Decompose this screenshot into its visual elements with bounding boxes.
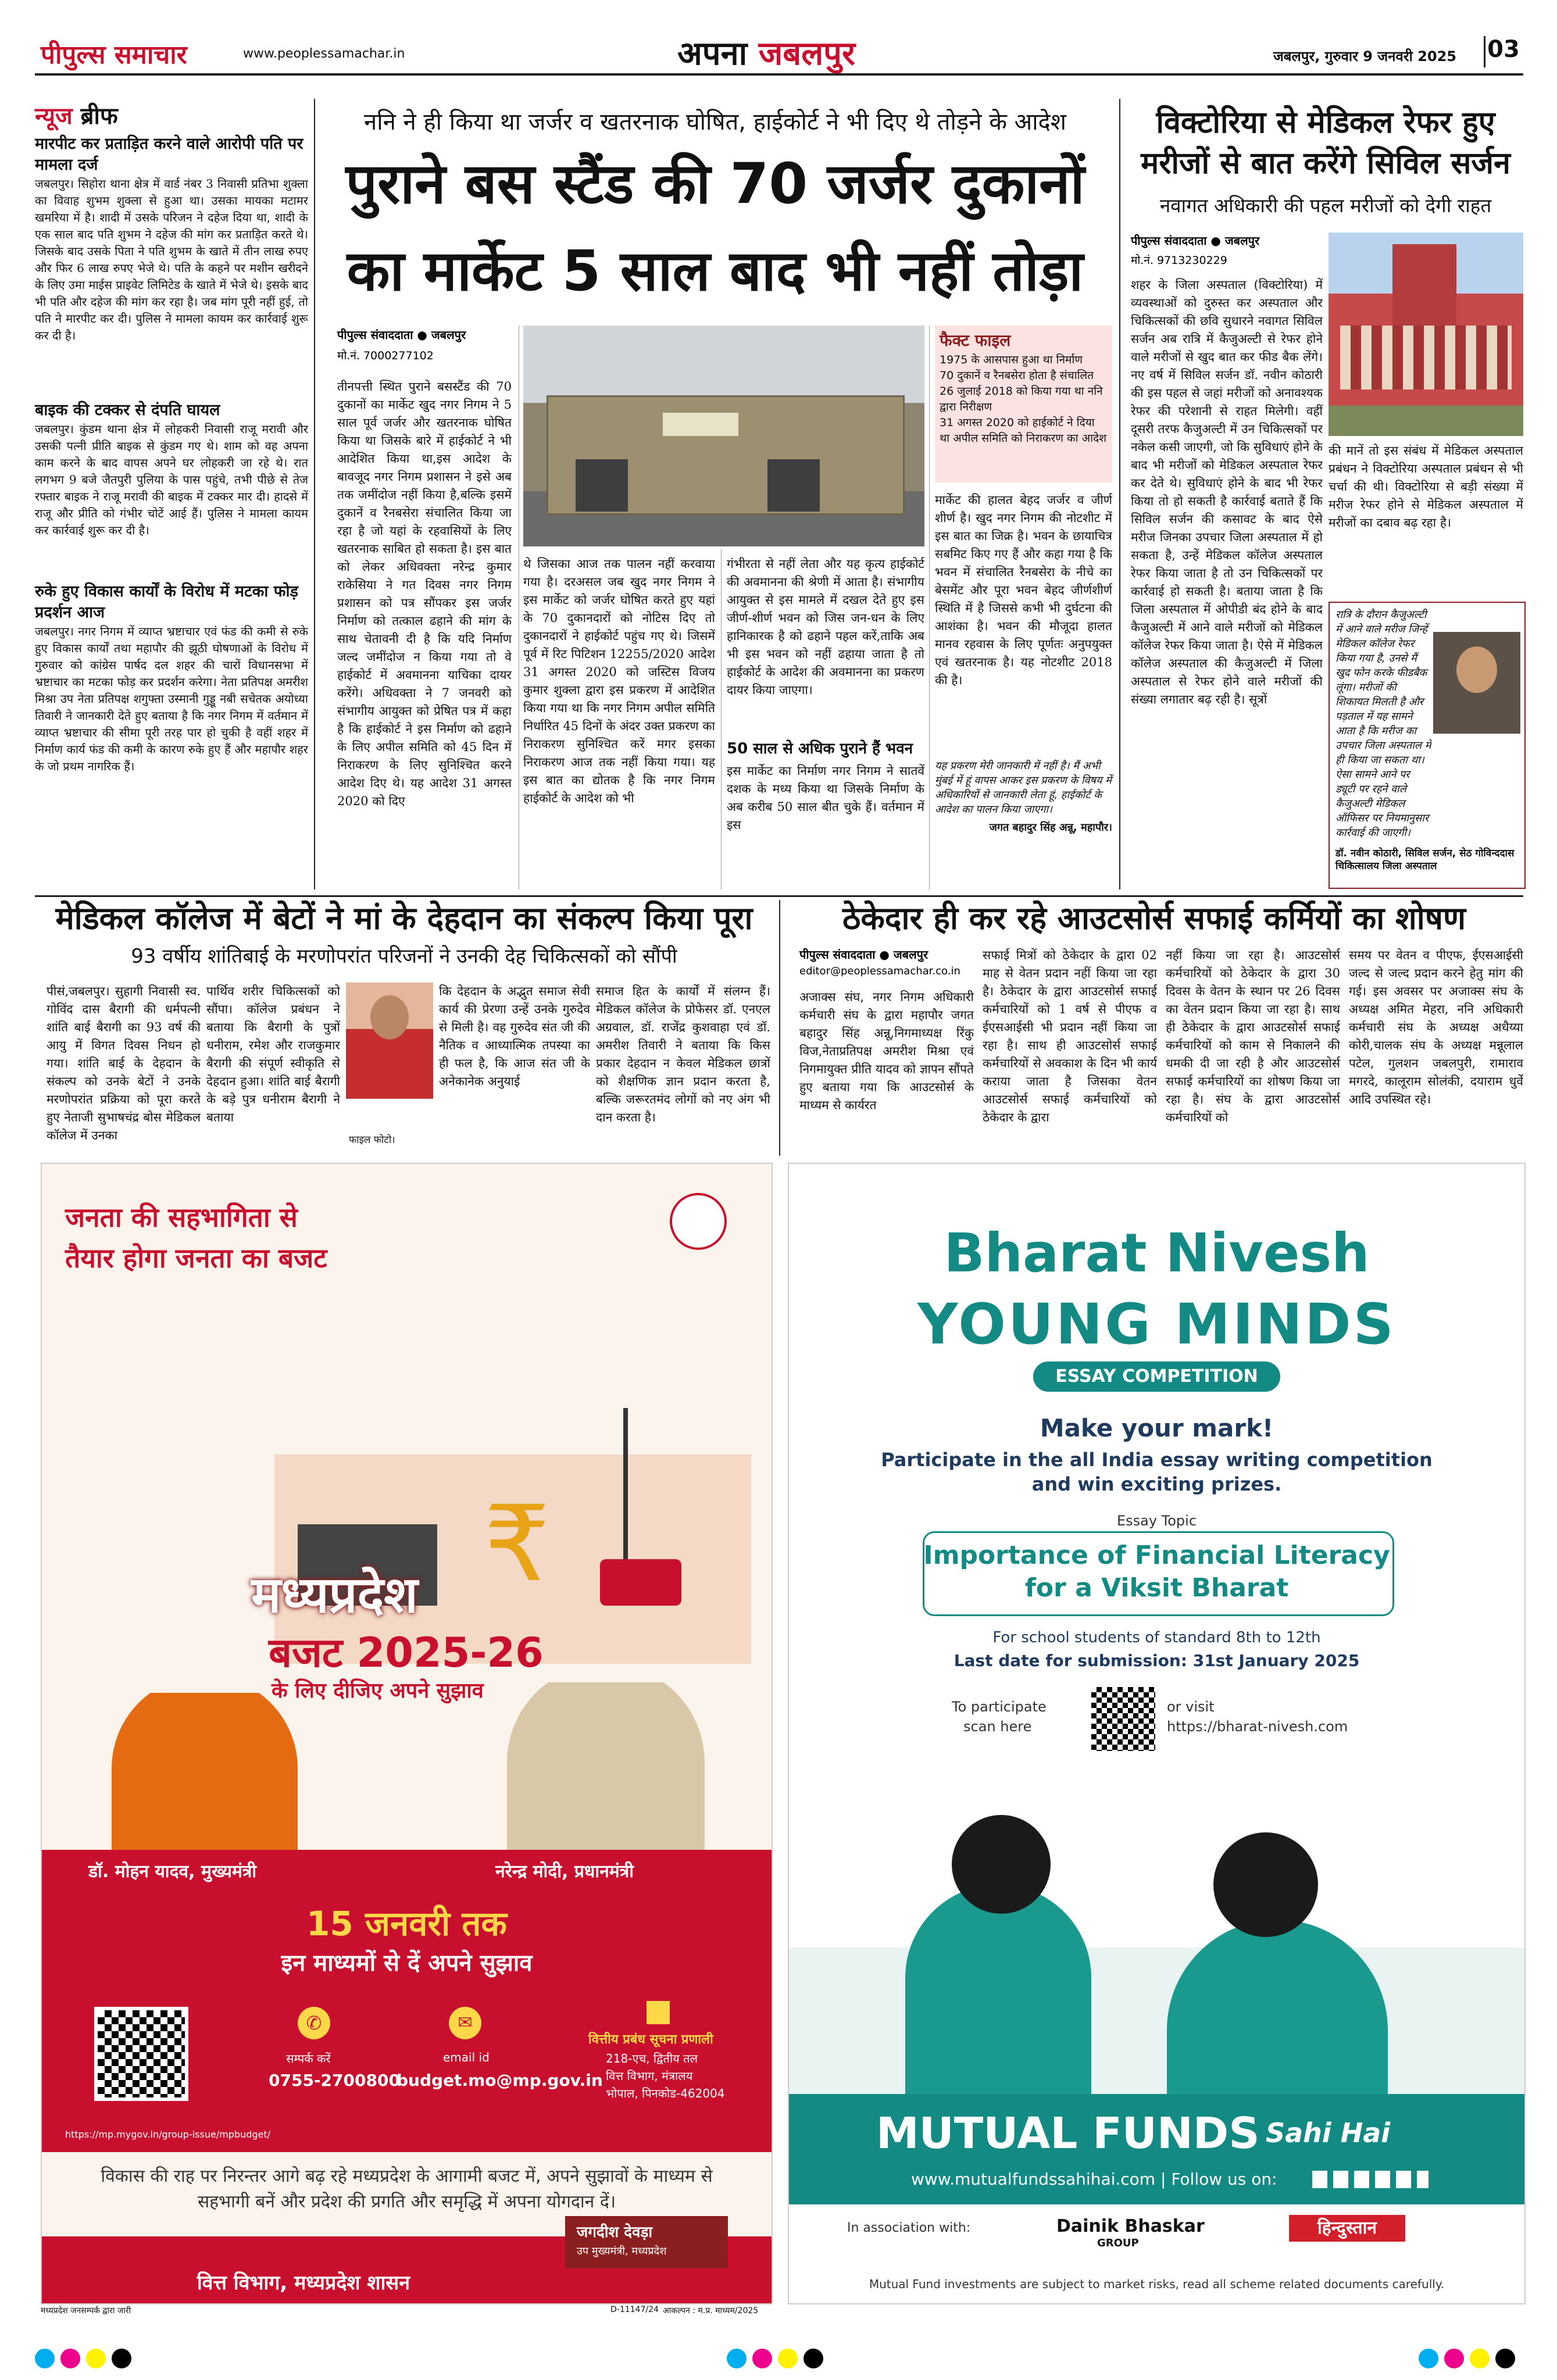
shutter-1 xyxy=(576,459,628,512)
ad-call-label: सम्पर्क करें xyxy=(286,2052,331,2065)
bn-or-visit: or visit xyxy=(1167,1699,1215,1715)
dehdan-deck: 93 वर्षीय शांतिबाई के मरणोपरांत परिजनों ने उनकी देह चिकित्सकों को सौंपी xyxy=(131,945,677,968)
yellow-dot xyxy=(86,2349,106,2368)
fact-3: 26 जुलाई 2018 को किया गया था ननि द्वारा निरीक्षण xyxy=(940,385,1103,413)
bn-db: Dainik Bhaskar xyxy=(1056,2216,1205,2236)
cyan-dot xyxy=(35,2349,55,2368)
civil-surgeon-box xyxy=(1329,602,1526,889)
phone-icon: ✆ xyxy=(298,2007,330,2039)
fact-4: 31 अगस्त 2020 को हाईकोर्ट ने दिया था अपील समिति को निराकरण का आदेश xyxy=(940,416,1107,445)
brief-1-title: मारपीट कर प्रताड़ित करने वाले आरोपी पति पर मामला दर्ज xyxy=(35,135,303,174)
brand-logo: पीपुल्स समाचार xyxy=(41,40,187,70)
bn-topic-1: Importance of Financial Literacy xyxy=(923,1541,1390,1570)
ad-minister: जगदीश देवड़ा xyxy=(577,2224,653,2241)
brief-1-body: जबलपुर। सिहोरा थाना क्षेत्र में वार्ड नंबर 3 निवासी प्रतिभा शुक्ला का विवाह शुभम शुक्ला से हुआ था। उसका मायका मटामर खमरिया में है। शादी में उसके परिजन ने दहेज दिया था, शादी के एक साल बाद पति शुभम ने दहेज की मांग कर प्रताड़ित करते थे। जिसके बाद उसके पिता ने पति शुभम के खाते में तीन लाख रुपए और फिर 6 लाख रुपए भेजे थे। पति के कहने पर मशीन खरीदने के लिए उमा माईस प्राइवेट लिमिटेड के खाते में भेजे थे। इसके बाद भी पति और दहेज की मांग कर रहा है। जब मांग पूरी नहीं हुई, तो पति ने मारपीट कर दी। पुलिस ने मामला कायम कर कार्रवाई शुरू कर दी है। xyxy=(35,177,308,342)
rupee-symbol: ₹ xyxy=(484,1484,551,1605)
victoria-headline-1: विक्टोरिया से मेडिकल रेफर हुए xyxy=(1156,105,1495,140)
ad-code: D-11147/24 xyxy=(610,2305,659,2314)
bn-last-date: Last date for submission: 31st January 2025 xyxy=(954,1651,1360,1670)
bn-disclaimer: Mutual Fund investments are subject to market risks, read all scheme related documents carefully. xyxy=(869,2277,1445,2291)
bn-young: YOUNG MINDS xyxy=(917,1292,1396,1357)
bn-qr-code xyxy=(1091,1687,1155,1751)
lead-col-3b: इस मार्केट का निर्माण नगर निगम ने सातवें दशक के मध्य किया था जिसके निर्माण के अब करीब 50 साल बीत चुके हैं। वर्तमान में इस xyxy=(727,764,924,832)
victoria-deck: नवागत अधिकारी की पहल मरीजों को देगी राहत xyxy=(1159,194,1492,217)
victoria-byline: पीपुल्स संवाददाता ● जबलपुर xyxy=(1131,234,1260,248)
brief-3-body: जबलपुर। नगर निगम में व्याप्त भ्रष्टाचार एवं फंड की कमी से रुके हुए विकास कार्यों तथा महापौर की झूठी घोषणाओं के विरोध में गुरुवार को कांग्रेस पार्षद दल शहर की चारों विधानसभा में भ्रष्टाचार का मटका फोड़ कर प्रदर्शन करेगा। नेता प्रतिपक्ष अमरीश मिश्रा उप नेता प्रतिपक्ष शगुफ्ता उस्मानी गुड्डू नबी सचेतक अयोध्या तिवारी ने जानकारी देते हुए बताया है कि नगर निगम में वर्तमान में व्याप्त भ्रष्टाचार की सीमा पूरी तरह पार हो चुकी है वहीं शहर में निर्माण कार्य फंड की कमी के कारण रुके हुए हैं और महापौर शहर के जो प्रथम नागरिक हैं। xyxy=(35,624,308,773)
victoria-col-1: शहर के जिला अस्पताल (विक्टोरिया) में व्यवस्थाओं को दुरुस्त कर अस्पताल और चिकित्सकों की छवि सुधारने नवागत सिविल सर्जन अब रात्रि में कैजुअल्टी से रेफर होने वाले मरीजों से खुद बात कर फीड बैक लेंगे। नए वर्ष में सिविल सर्जन डॉ. नवीन कोठारी की इस पहल से जहां मरीजों को अनावश्यक रेफर की परेशानी से राहत मिलेगी। वहीं दूसरी तरफ कैजुअल्टी में उन चिकित्सकों पर नकेल कसी जाएगी, जो कि सुविधाएं होने के बाद भी मरीजों को मेडिकल अस्पताल रेफर कर देते थे। सुविधाएं होने के बाद भी रेफर किया तो हो सकती है कार्रवाई बताते हैं कि सिविल सर्जन की कसावट के बाद ऐसे मरीज जिनका उपचार जिला अस्पताल में हो सकता है, उन्हें मेडिकल कॉलेज अस्पताल रेफर किया जाता है तो उन चिकित्सकों पर कार्रवाई हो सकती है। बताया जाता है कि जिला अस्पताल में ओपीडी बंद होने के बाद कैजुअल्टी में आने वाले मरीजों को मेडिकल कॉलेज रेफर किया जाता है। ऐसे में मेडिकल कॉलेज अस्पताल की कैजुअल्टी में जिला अस्पताल से रेफर होने वाले मरीजों की संख्या लगातार बढ़ रही है। सूत्रों xyxy=(1131,278,1323,706)
lead-headline-2: का मार्केट 5 साल बाद भी नहीं तोड़ा xyxy=(347,238,1084,303)
mayor-quote xyxy=(935,759,1112,875)
black-dot xyxy=(804,2349,823,2368)
brief-3-title: रुके हुए विकास कार्यों के विरोध में मटका फोड़ प्रदर्शन आज xyxy=(35,583,298,621)
shop-sign xyxy=(663,413,738,436)
victoria-hospital-photo xyxy=(1329,233,1523,436)
civil-surgeon-photo xyxy=(1433,632,1520,734)
girl-head xyxy=(1213,1832,1318,1937)
hospital-windows xyxy=(1340,326,1512,389)
section-title-a: अपना xyxy=(677,35,748,73)
brief-2-body: जबलपुर। कुंडम थाना क्षेत्र में लोहकरी निवासी राजू मरावी और उसकी पत्नी प्रीति बाइक से कुंडम गए थे। शाम को वह अपना काम करने के बाद वापस अपने घर लोहकरी जा रहे थे। रात लगभग 9 बजे जैतपुरी पुलिया के पास पहुंचे, तभी पीछे से तेज रफ्तार बाइक ने राजू मरावी की बाइक में टक्कर मार दी। हादसे में राजू और प्रीति को गंभीर चोटें आई हैं। पुलिस ने मामला कायम कर कार्रवाई शुरू कर दी है। xyxy=(35,422,308,537)
magenta-dot xyxy=(1444,2349,1464,2368)
bn-hindustan: हिन्दुस्तान xyxy=(1289,2215,1405,2242)
ad-tagline-1: जनता की सहभागिता से xyxy=(65,1202,298,1233)
shutter-2 xyxy=(767,459,820,512)
bn-title: Bharat Nivesh xyxy=(944,1222,1370,1284)
masthead-rule xyxy=(35,73,1523,76)
safai-col-4: समय पर वेतन व पीएफ, ईएसआईसी जल्द से जल्द प्रदान करने हेतु मांग की गई। इस अवसर पर अजाक्स संघ के अध्यक्ष अमित मेहरा, ननि अधिकारी कर्मचारी संघ के अध्यक्ष अधैय्या कोरी,चालक संघ के अध्यक्ष मन्नूलाल पटेल, गुलशन जबलपुरी, रामाराव मगरदे, कालूराम सोलंकी, दयाराम धुर्वे आदि उपस्थित रहे। xyxy=(1349,948,1523,1106)
website: www.peoplessamachar.in xyxy=(243,47,405,61)
section-title xyxy=(677,30,855,74)
section-rule-1 xyxy=(35,895,1523,897)
mp-budget-ad xyxy=(41,1163,773,2304)
cyan-dot xyxy=(1419,2349,1438,2368)
lead-subheading: 50 साल से अधिक पुराने हैं भवन xyxy=(727,740,913,757)
lead-kicker: ननि ने ही किया था जर्जर व खतरनाक घोषित, हाईकोर्ट ने भी दिए थे तोड़ने के आदेश xyxy=(364,109,1066,135)
safai-col-1: अजाक्स संघ, नगर निगम अधिकारी कर्मचारी संघ के द्वारा महापौर जगत बहादुर सिंह अन्नू,निगमाध्यक्ष रिंकु विज,नेताप्रतिपक्ष अमरीश मिश्रा एवं निगमायुक्त प्रीति यादव को ज्ञापन सौंपते हुए बताया गया कि आउटसोर्स के माध्यम से कार्यरत xyxy=(799,990,974,1112)
safai-col-2: सफाई मित्रों को ठेकेदार के द्वारा 02 माह से वेतन प्रदान नहीं किया जा रहा है। ठेकेदार के द्वारा आउटसोर्स सफाई कर्मचारियों को 1 वर्ष से पीएफ व ईएसआईसी भी प्रदान नहीं किया जा रहा है। साथ ही आउटसोर्स सफाई कर्मचारियों से अवकाश के दिन भी कार्य कराया जाता है जिसका वेतन आउटसोर्स सफाई कर्मचारियों को ठेकेदार के द्वारा xyxy=(983,948,1157,1124)
ad-phone: 0755-2700800 xyxy=(269,2071,400,2090)
social-icons xyxy=(1312,2171,1429,2188)
dehdan-col-3: कि देहदान के अद्भुत समाज सेवी कार्य की प्रेरणा उन्हें उनके गुरुदेव से मिली है। वह गुरुदेव संत जी की नैतिक व आध्यात्मिक तपस्या का ही फल है, कि आज संत जी के अनेकानेक अनुयाई xyxy=(439,984,590,1088)
dateline: जबलपुर, गुरुवार 9 जनवरी 2025 xyxy=(1273,48,1457,65)
ad-email-label: email id xyxy=(443,2050,490,2064)
ad-post-1: 218-एच, द्वितीय तल xyxy=(606,2052,698,2065)
yellow-dot xyxy=(1470,2349,1490,2368)
ad-url: https://mp.mygov.in/group-issue/mpbudget/ xyxy=(65,2129,271,2140)
brief-label-b: ब्रीफ xyxy=(80,103,118,130)
pm-photo xyxy=(507,1664,705,1850)
fact-file xyxy=(935,326,1112,483)
ad-person-2: नरेन्द्र मोदी, प्रधानमंत्री xyxy=(495,1861,634,1882)
brief-2-title: बाइक की टक्कर से दंपति घायल xyxy=(35,401,220,419)
ad-issuer: मध्यप्रदेश जनसम्पर्क द्वारा जारी xyxy=(41,2306,131,2315)
ad-email: budget.mo@mp.gov.in xyxy=(397,2071,603,2090)
email-icon: ✉ xyxy=(449,2007,481,2039)
safai-headline: ठेकेदार ही कर रहे आउटसोर्स सफाई कर्मियों का शोषण xyxy=(842,900,1466,937)
black-dot xyxy=(112,2349,131,2368)
ad-deadline: 15 जनवरी तक xyxy=(306,1904,507,1943)
ad-qr-code xyxy=(94,2007,188,2101)
girl-figure xyxy=(1167,1920,1388,2094)
safai-byline: पीपुल्स संवाददाता ● जबलपुर xyxy=(799,948,929,962)
shantibai-photo-caption: फाइल फोटो। xyxy=(349,1134,395,1146)
news-brief xyxy=(35,99,308,889)
victoria-col-2: की मानें तो इस संबंध में मेडिकल अस्पताल प्रबंधन ने विक्टोरिया अस्पताल प्रबंधन से भी चर्चा की थी। विक्टोरिया से बड़ी संख्या में मरीज रेफर होने से मेडिकल अस्पताल में मरीजों का दबाव बढ़ रहा है। xyxy=(1329,444,1523,530)
ad-post-3: भोपाल, पिनकोड-462004 xyxy=(606,2086,725,2100)
lead-byline: पीपुल्स संवाददाता ● जबलपुर xyxy=(337,328,466,342)
boy-figure xyxy=(905,1885,1091,2094)
victoria-headline-2: मरीजों से बात करेंगे सिविल सर्जन xyxy=(1141,146,1510,181)
ad-channels: इन माध्यमों से दें अपने सुझाव xyxy=(281,1950,533,1977)
bn-topic-2: for a Viksit Bharat xyxy=(1024,1573,1289,1603)
fact-file-title: फैक्ट फाइल xyxy=(940,331,1011,350)
lead-col-4: मार्केट की हालत बेहद जर्जर व जीर्ण शीर्ण है। खुद नगर निगम की नोटशीट में इस बात का जिक्र है। भवन के छायाचित्र सबमिट किए गए हैं और कहा गया है कि भवन में संचालित रैनबसेरा के नीचे का बेसमेंट और पूरा भवन बेहद जीर्णशीर्ण स्थिति में है जिससे कभी भी दुर्घटना की आशंका है। भवन की मौजूदा हालत मानव रहवास के लिए पूर्णतः अनुपयुक्त एवं खतरनाक है। यह नोटशीट 2018 की है। xyxy=(935,493,1112,687)
lead-col-3-wrap xyxy=(727,555,924,889)
ad-minister-title: उप मुख्यमंत्री, मध्यप्रदेश xyxy=(577,2245,667,2257)
mp-emblem xyxy=(670,1193,727,1250)
quote-text: यह प्रकरण मेरी जानकारी में नहीं है। मैं अभी मुंबई में हूं वापस आकर इस प्रकरण के विषय में अधिकारियों से जानकारी लेता हूं, हाईकोर्ट के आदेश का पालन किया जाएगा। xyxy=(935,760,1112,816)
registration-marks-left xyxy=(35,2349,137,2371)
lead-headline-1: पुराने बस स्टैंड की 70 जर्जर दुकानों xyxy=(345,151,1085,216)
bn-topic-label: Essay Topic xyxy=(1116,1513,1197,1529)
bn-mf-site: www.mutualfundssahihai.com | Follow us on: xyxy=(911,2170,1277,2189)
lead-col-1: तीनपत्ती स्थित पुराने बसस्टैंड की 70 दुकानों का मार्केट खुद नगर निगम ने 5 साल पूर्व जर्जर और खतरनाक घोषित किया था जिसके बारे में हाईकोर्ट ने भी आदेशित किया था,इस आदेश के बावजूद नगर निगम प्रशासन ने इसे अब तक जमींदोज नहीं किया है,बल्कि इसमें दुकानें व रैनबसेरा संचालित किया जा रहा है जो यहां के रहवासियों के लिए खतरनाक साबित हो सकता है। इस बात को लेकर अधिवक्ता नरेन्द्र कुमार राकेसिया ने गत दिवस नगर निगम प्रशासन को पत्र सौंपकर इस जर्जर निर्माण को तत्काल ढहाने की मांग के साथ चेतावनी दी है कि यदि निर्माण जल्द जमींदोज न किया गया तो वे हाईकोर्ट में अवमानना याचिका दायर करेंगे। अधिवक्ता ने 7 जनवरी को संभागीय आयुक्त को प्रेषित पत्र में कहा है कि हाईकोर्ट ने इस निर्माण को ढहाने के लिए अपील समिति को 45 दिन में निराकरण के लिए सुनिश्चित करने आदेश दिए थे। यह आदेश 31 अगस्त 2020 को दिए xyxy=(337,380,512,808)
brief-divider xyxy=(314,99,315,889)
black-dot xyxy=(1495,2349,1515,2368)
ad-dept: वित्त विभाग, मध्यप्रदेश शासन xyxy=(197,2271,410,2295)
lead-mobile: मो.नं. 7000277102 xyxy=(337,349,434,362)
safai-col-3: नहीं किया जा रहा है। आउटसोर्स कर्मचारियों को ठेकेदार के द्वारा 30 दिवस के वेतन के स्थान पर 26 दिवस का वेतन प्रदान किया जा रहा है। साथ ही ठेकेदार के द्वारा आउटसोर्स सफाई कर्मचारियों को काम से निकालने की धमकी दी जा रही है और आउटसोर्स सफाई कर्मचारियों का शोषण किया जा रहा है। संघ के द्वारा आउटसोर्स कर्मचारियों को xyxy=(1166,948,1340,1124)
surgeon-attribution: डॉ. नवीन कोठारी, सिविल सर्जन, सेठ गोविन्ददास चिकित्सालय जिला अस्पताल xyxy=(1335,848,1515,872)
cyan-dot xyxy=(727,2349,747,2368)
ad-tagline-2: तैयार होगा जनता का बजट xyxy=(65,1242,327,1274)
bottom-story-divider xyxy=(779,900,780,1156)
face xyxy=(1456,646,1497,693)
ad-post-title: वित्तीय प्रबंध सूचना प्रणाली xyxy=(588,2032,713,2047)
bn-sahi: Sahi Hai xyxy=(1266,2117,1391,2149)
dehdan-col-4: समाज हित के कार्यों में संलग्न हैं। मेडिकल कॉलेज के प्रोफेसर डॉ. एनएल अग्रवाल, डॉ. राजेंद्र कुशवाहा एवं डॉ. अमरीश तिवारी ने बताया कि किस प्रकार देहदान न केवल मेडिकल छात्रों को शैक्षणिक ज्ञान प्रदान करता है, बल्कि जरूरतमंद लोगों को नए अंग भी दान करता है। xyxy=(596,984,770,1124)
tractor-icon xyxy=(600,1559,681,1606)
dehdan-headline: मेडिकल कॉलेज में बेटों ने मां के देहदान का संकल्प किया पूरा xyxy=(55,900,753,937)
magenta-dot xyxy=(60,2349,80,2368)
bn-to-participate-1: To participate xyxy=(952,1699,1047,1715)
ad-code-2: आकल्पन : म.प्र. माध्यम/2025 xyxy=(663,2306,759,2315)
ad-person-1: डॉ. मोहन यादव, मुख्यमंत्री xyxy=(88,1861,257,1882)
boy-head xyxy=(952,1815,1051,1914)
bn-site: https://bharat-nivesh.com xyxy=(1167,1718,1348,1735)
bharat-nivesh-ad xyxy=(788,1163,1526,2304)
magenta-dot xyxy=(752,2349,772,2368)
bn-participate-1: Participate in the all India essay writing competition xyxy=(881,1449,1433,1471)
bus-stand-photo xyxy=(523,326,924,546)
bn-illustration xyxy=(789,1768,1524,2094)
safai-email: editor@peoplessamachar.co.in xyxy=(799,965,960,977)
lead-col-divider-2 xyxy=(721,549,722,889)
dehdan-col-2: पार्थिव शरीर चिकित्सकों को सौंपा। कॉलेज प्रबंधन ने बताया कि बैरागी के पुत्रों धनीराम, रमेश और राजकुमार बैरागी की संपूर्ण स्वीकृति से देहदान हुआ। शांति बाई बैरागी के बड़े पुत्र धनीराम बैरागी ने बताया xyxy=(206,984,340,1124)
brief-label-a: न्यूज xyxy=(35,103,73,130)
ad-footer-text: विकास की राह पर निरन्तर आगे बढ़ रहे मध्यप्रदेश के आगामी बजट में, अपने सुझावों के माध्यम से सहभागी बनें और प्रदेश की प्रगति और समृद्धि में अपना योगदान दें। xyxy=(101,2166,713,2212)
bn-participate-2: and win exciting prizes. xyxy=(1031,1473,1282,1495)
bn-to-participate-2: scan here xyxy=(963,1718,1032,1735)
bn-db-group: GROUP xyxy=(1097,2237,1139,2249)
lead-col-3: गंभीरता से नहीं लेता और यह कृत्य हाईकोर्ट की अवमानना की श्रेणी में आता है। संभागीय आयुक्त से इस मामले में दखल देते हुए इस जीर्ण-शीर्ण भवन को जिस जन-धन के लिए हानिकारक है को ढहाने पहल करें,ताकि अब भी इस भवन को नहीं ढहाया जाता है तो हाईकोर्ट के आदेश की अवमानना का प्रकरण दायर किया जाएगा। xyxy=(727,557,924,697)
lead-col-2: थे जिसका आज तक पालन नहीं करवाया गया है। दरअसल जब खुद नगर निगम ने इस मार्केट को जर्जर घोषित करते हुए यहां के 70 दुकानदारों को नोटिस दिए तो दुकानदारों ने हाईकोर्ट पहुंच गए थे। जिसमें पूर्व में रिट पिटिशन 12255/2020 आदेश 31 अगस्त 2020 को जस्टिस विजय कुमार शुक्ला द्वारा इस प्रकरण में आदेशित किया गया था कि नगर निगम अपील समिति निर्धारित 45 दिनों के अंदर उक्त प्रकरण का निराकरण सुनिश्चित करें मगर इसका निराकरण आज तक नहीं किया गया। यह इस बात का द्योतक है कि नगर निगम हाईकोर्ट के आदेश को भी xyxy=(523,557,715,805)
brief-label xyxy=(35,99,308,130)
page-number: 03 xyxy=(1484,36,1522,67)
lead-col-divider-3 xyxy=(929,326,930,889)
registration-marks-right xyxy=(1419,2349,1521,2371)
yellow-dot xyxy=(778,2349,798,2368)
masthead xyxy=(0,0,1557,73)
bn-assoc: In association with: xyxy=(847,2221,971,2235)
ad-state: मध्यप्रदेश xyxy=(251,1566,418,1624)
section-title-b: जबलपुर xyxy=(758,35,855,73)
fact-1: 1975 के आसपास हुआ था निर्माण xyxy=(940,353,1083,366)
victoria-mobile: मो.नं. 9713230229 xyxy=(1131,254,1227,267)
ad-budget: बजट 2025-26 xyxy=(269,1629,544,1677)
registration-marks-center xyxy=(727,2349,829,2371)
bn-make: Make your mark! xyxy=(1040,1414,1274,1442)
bn-essay: ESSAY COMPETITION xyxy=(1033,1361,1280,1392)
bn-mf: MUTUAL FUNDS xyxy=(876,2109,1260,2159)
ad-post-2: वित्त विभाग, मंत्रालय xyxy=(606,2069,693,2083)
fact-2: 70 दुकानें व रैनबसेरा होता है संचालित xyxy=(940,369,1094,382)
shantibai-photo xyxy=(346,982,433,1099)
lead-right-divider xyxy=(1119,99,1120,889)
dehdan-col-1: पीसं,जबलपुर। सुहागी निवासी स्व. गोविंद दास बैरागी की धर्मपत्नी शांति बाई बैरागी का 93 वर्ष की आयु में विगत दिवस निधन हो गया। शांति बाई के देहदान के संकल्प को उनके बेटों ने उनके मरणोपरांत प्रक्रिया को पूरा करते हुए नेताजी सुभाषचंद्र बोस मेडिकल कॉलेज में उनका xyxy=(47,984,201,1142)
quote-attribution: जगत बहादुर सिंह अन्नू, महापौर। xyxy=(989,821,1112,834)
ad-sub: के लिए दीजिए अपने सुझाव xyxy=(272,1679,484,1703)
cm-photo xyxy=(112,1675,298,1850)
bn-students: For school students of standard 8th to 12th xyxy=(992,1629,1321,1646)
post-box-icon xyxy=(647,2001,670,2024)
face xyxy=(370,995,409,1039)
surgeon-quote: रात्रि के दौरान कैजुअल्टी में आने वाले मरीज जिन्हें मेडिकल कॉलेज रेफर किया गया है, उनसे मैं खुद फोन करके फीडबैक लूंगा। मरीजों की शिकायत मिलती है और पड़ताल में यह सामने आता है कि मरीज का उपचार जिला अस्पताल में ही किया जा सकता था। ऐसा सामने आने पर ड्यूटी पर रहने वाले कैजुअल्टी मेडिकल ऑफिसर पर नियमानुसार कार्रवाई की जाएगी। xyxy=(1335,609,1431,839)
